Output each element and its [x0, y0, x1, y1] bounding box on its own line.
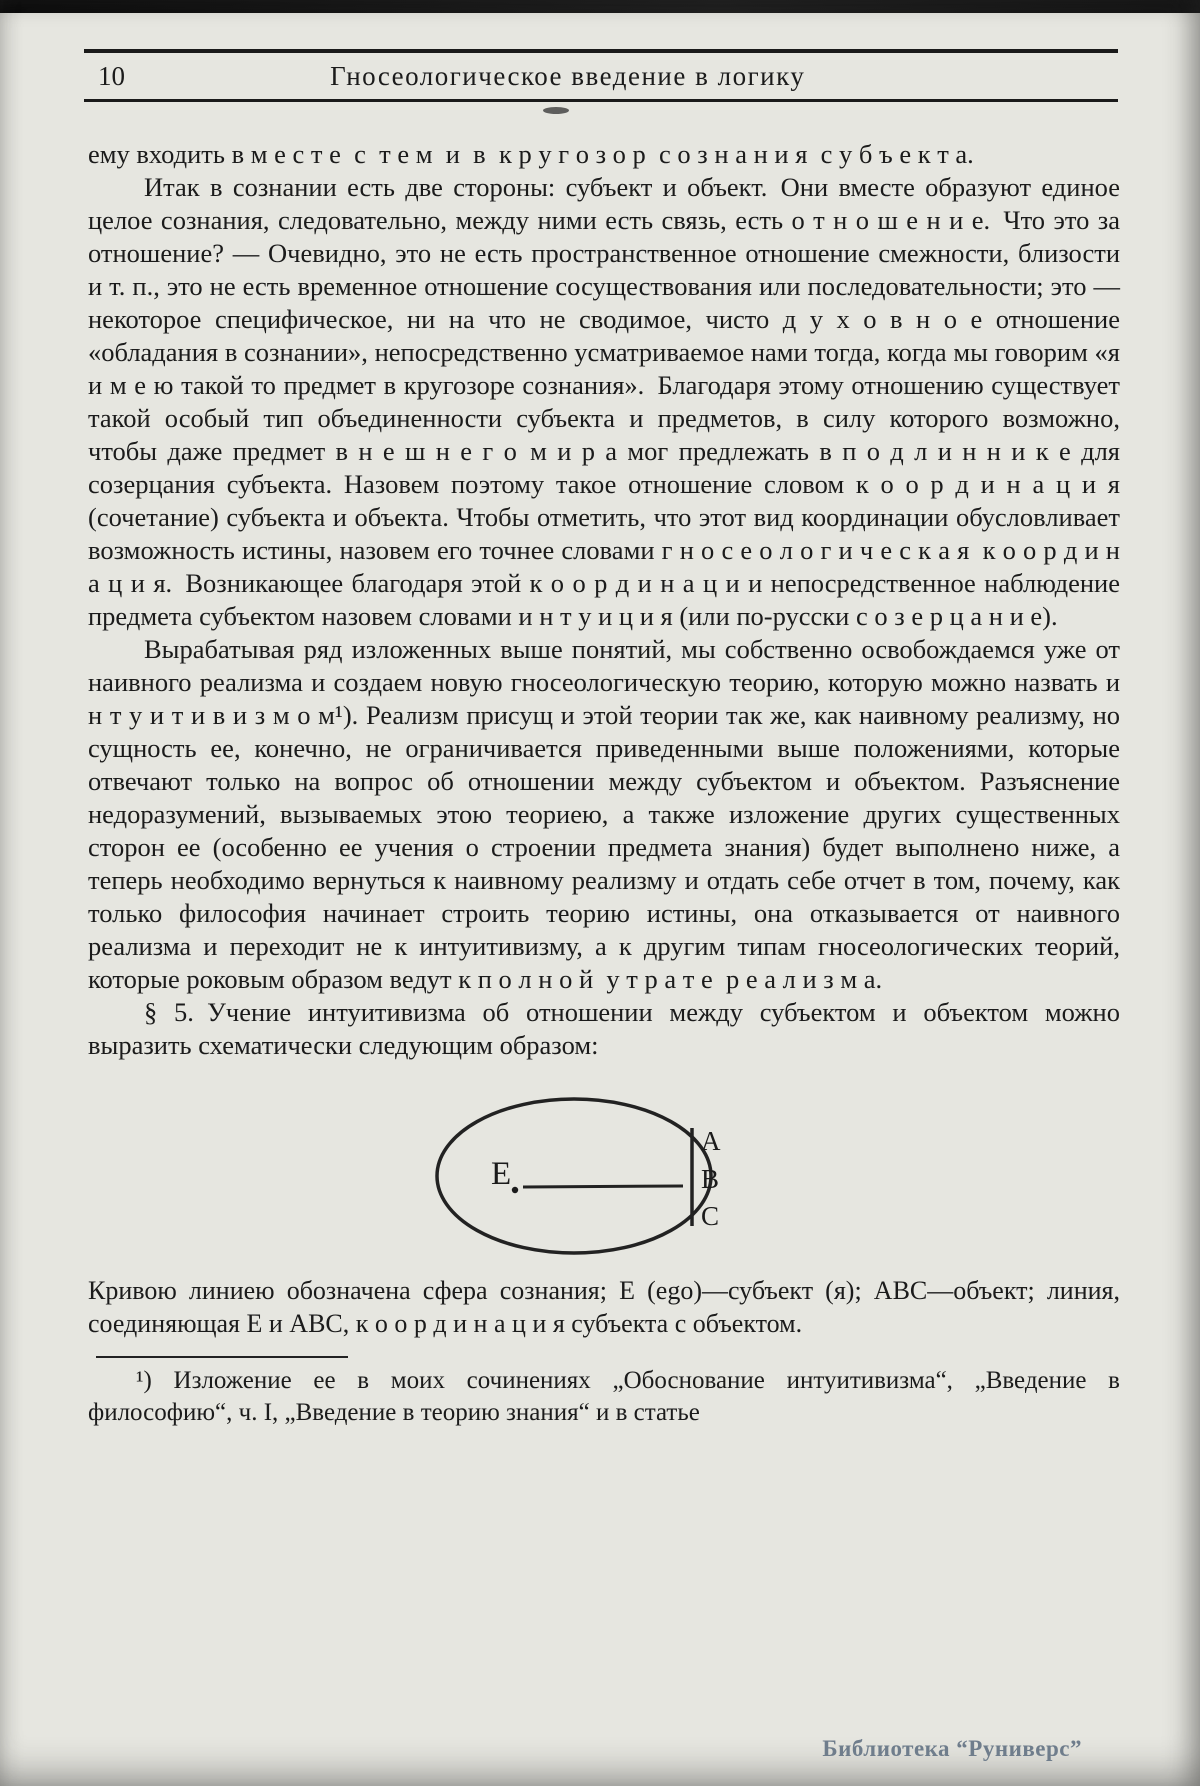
running-title: Гносеологическое введение в логику [330, 61, 806, 91]
diagram-label-b: В [701, 1164, 720, 1194]
footnote-separator [96, 1356, 348, 1358]
intuitivism-diagram [389, 1084, 819, 1264]
library-watermark: Библиотека “Руниверс” [822, 1736, 1082, 1761]
paragraph-intuitivism: Вырабатывая ряд изложенных выше понятий, мы собственно освобождаемся уже от наивного реализма и создаем новую гносеологическую теорию, которую можно назвать и н т у и т и в и з м о м¹). Реализм присущ и этой теории так же, как наивному реализму, но сущность ее, конечно, не ограничивается приведенными выше положениями, которые отвечают только на вопрос об отношении между субъектом и объектом. Разъяснение недоразумений, вызываемых этою теориею, а также изложение других существенных сторон ее (особенно ее учения о строении предмета знания) будет выполнено ниже, а теперь необходимо вернуться к наивному реализму и отдать себе отчет в том, почему, как только философия начинает строить теорию истины, она отказывается от наивного реализма и переходит не к интуитивизму, а к другим типам гносеологических теорий, которые роковым образом ведут к п о л н о й у т р а т е р е а л и з м а. [88, 634, 1120, 994]
coordination-line [523, 1186, 683, 1187]
diagram-caption: Кривою линиею обозначена сфера сознания; E (ego)—субъект (я); ABC—объект; линия, соединяющая E и ABC, к о о р д и н а ц и я субъекта с объектом. [88, 1276, 1120, 1338]
footnote: ¹) Изложение ее в моих сочинениях „Обоснование интуитивизма“, „Введение в философию“, ч. I, „Введение в теорию знания“ и в статье [88, 1367, 1120, 1426]
diagram-label-e: E [491, 1156, 512, 1192]
diagram-label-a: А [701, 1126, 721, 1156]
body-text [88, 138, 1120, 1429]
ink-smudge [543, 107, 569, 114]
paragraph-section-5: § 5. Учение интуитивизма об отношении между субъектом и объектом можно выразить схематически следующим образом: [88, 997, 1120, 1060]
diagram-svg [389, 1084, 819, 1264]
page-number: 10 [98, 61, 125, 91]
paragraph-continuation: ему входить в м е с т е с т е м и в к р у г о з о р с о з н а н и я с у б ъ е к т а. [88, 139, 974, 169]
header-row [84, 53, 1118, 99]
paragraph-subject-object: Итак в сознании есть две стороны: субъект и объект. Они вместе образуют единое целое сознания, следовательно, между ними есть связь, есть о т н о ш е н и е. Что это за отношение? — Очевидно, это не есть пространственное отношение смежности, близости и т. п., это не есть временное отношение сосуществования или последовательности; это — некоторое специфическое, ни на что не сводимое, чисто д у х о в н о е отношение «обладания в сознании», непосредственно усматриваемое нами тогда, когда мы говорим «я и м е ю такой то предмет в кругозоре сознания». Благодаря этому отношению существует такой особый тип объединенности субъекта и предметов, в силу которого возможно, чтобы даже предмет в н е ш н е г о м и р а мог предлежать в п о д л и н н и к е для созерцания субъекта. Назовем поэтому такое отношение словом к о о р д и н а ц и я (сочетание) субъекта и объекта. Чтобы отметить, что этот вид координации обусловливает возможность истины, назовем его точнее словами г н о с е о л о г и ч е с к а я к о о р д и н а ц и я. Возникающее благодаря этой к о о р д и н а ц и и непосредственное наблюдение предмета субъектом назовем словами и н т у и ц и я (или по-русски с о з е р ц а н и е). [88, 172, 1120, 631]
header-rule-bottom [84, 99, 1118, 102]
diagram-label-c: С [701, 1201, 720, 1231]
page-header [84, 49, 1118, 114]
ego-dot [512, 1187, 518, 1193]
consciousness-sphere-ellipse [437, 1099, 711, 1253]
